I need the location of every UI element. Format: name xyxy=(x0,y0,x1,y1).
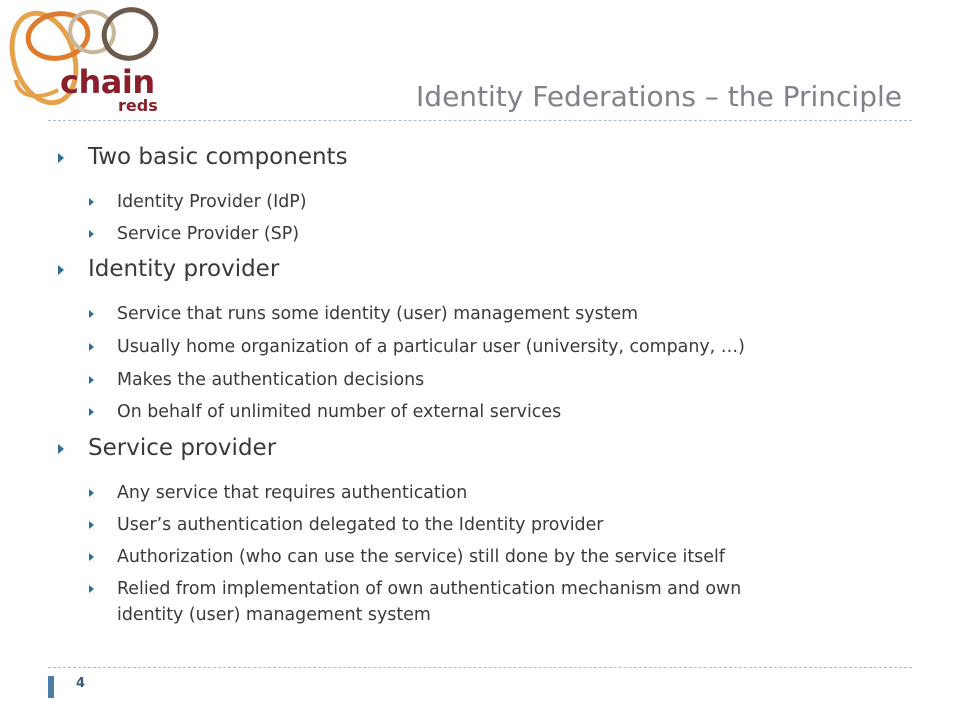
sub-bullet-item: Usually home organization of a particular user (university, company, …) xyxy=(117,337,745,357)
sub-bullet-item: On behalf of unlimited number of external services xyxy=(117,402,562,422)
bullet-arrow-icon xyxy=(58,444,64,454)
sub-bullet-item: Authorization (who can use the service) still done by the service itself xyxy=(117,547,725,567)
sub-bullet-item: Service Provider (SP) xyxy=(117,224,300,244)
page-number: 4 xyxy=(76,676,86,691)
sub-bullet-arrow-icon xyxy=(89,408,94,416)
logo-subtext: reds xyxy=(118,96,158,115)
sub-bullet-arrow-icon xyxy=(89,489,94,497)
sub-bullet-item: Relied from implementation of own authentication mechanism and own xyxy=(117,579,742,599)
sub-bullet-item: Service that runs some identity (user) management system xyxy=(117,304,639,324)
sub-bullet-item: User’s authentication delegated to the Identity provider xyxy=(117,515,604,535)
sub-bullet-arrow-icon xyxy=(89,376,94,384)
sub-bullet-arrow-icon xyxy=(89,310,94,318)
sub-bullet-arrow-icon xyxy=(89,553,94,561)
bullet-heading: Identity provider xyxy=(88,256,280,282)
sub-bullet-arrow-icon xyxy=(89,521,94,529)
sub-bullet-arrow-icon xyxy=(89,343,94,351)
bullet-arrow-icon xyxy=(58,153,64,163)
sub-bullet-item: Makes the authentication decisions xyxy=(117,370,425,390)
sub-bullet-arrow-icon xyxy=(89,198,94,206)
sub-bullet-item: Identity Provider (IdP) xyxy=(117,192,307,212)
sub-bullet-arrow-icon xyxy=(89,230,94,238)
bullet-arrow-icon xyxy=(58,265,64,275)
logo-text: chain xyxy=(60,63,155,101)
bullet-heading: Two basic components xyxy=(88,144,348,170)
slide-title: Identity Federations – the Principle xyxy=(416,80,902,113)
footer-accent-bar xyxy=(48,676,54,698)
footer-divider xyxy=(48,667,912,668)
bullet-heading: Service provider xyxy=(88,435,277,461)
sub-bullet-arrow-icon xyxy=(89,585,94,593)
sub-bullet-item-continued: identity (user) management system xyxy=(117,605,431,625)
sub-bullet-item: Any service that requires authentication xyxy=(117,483,468,503)
